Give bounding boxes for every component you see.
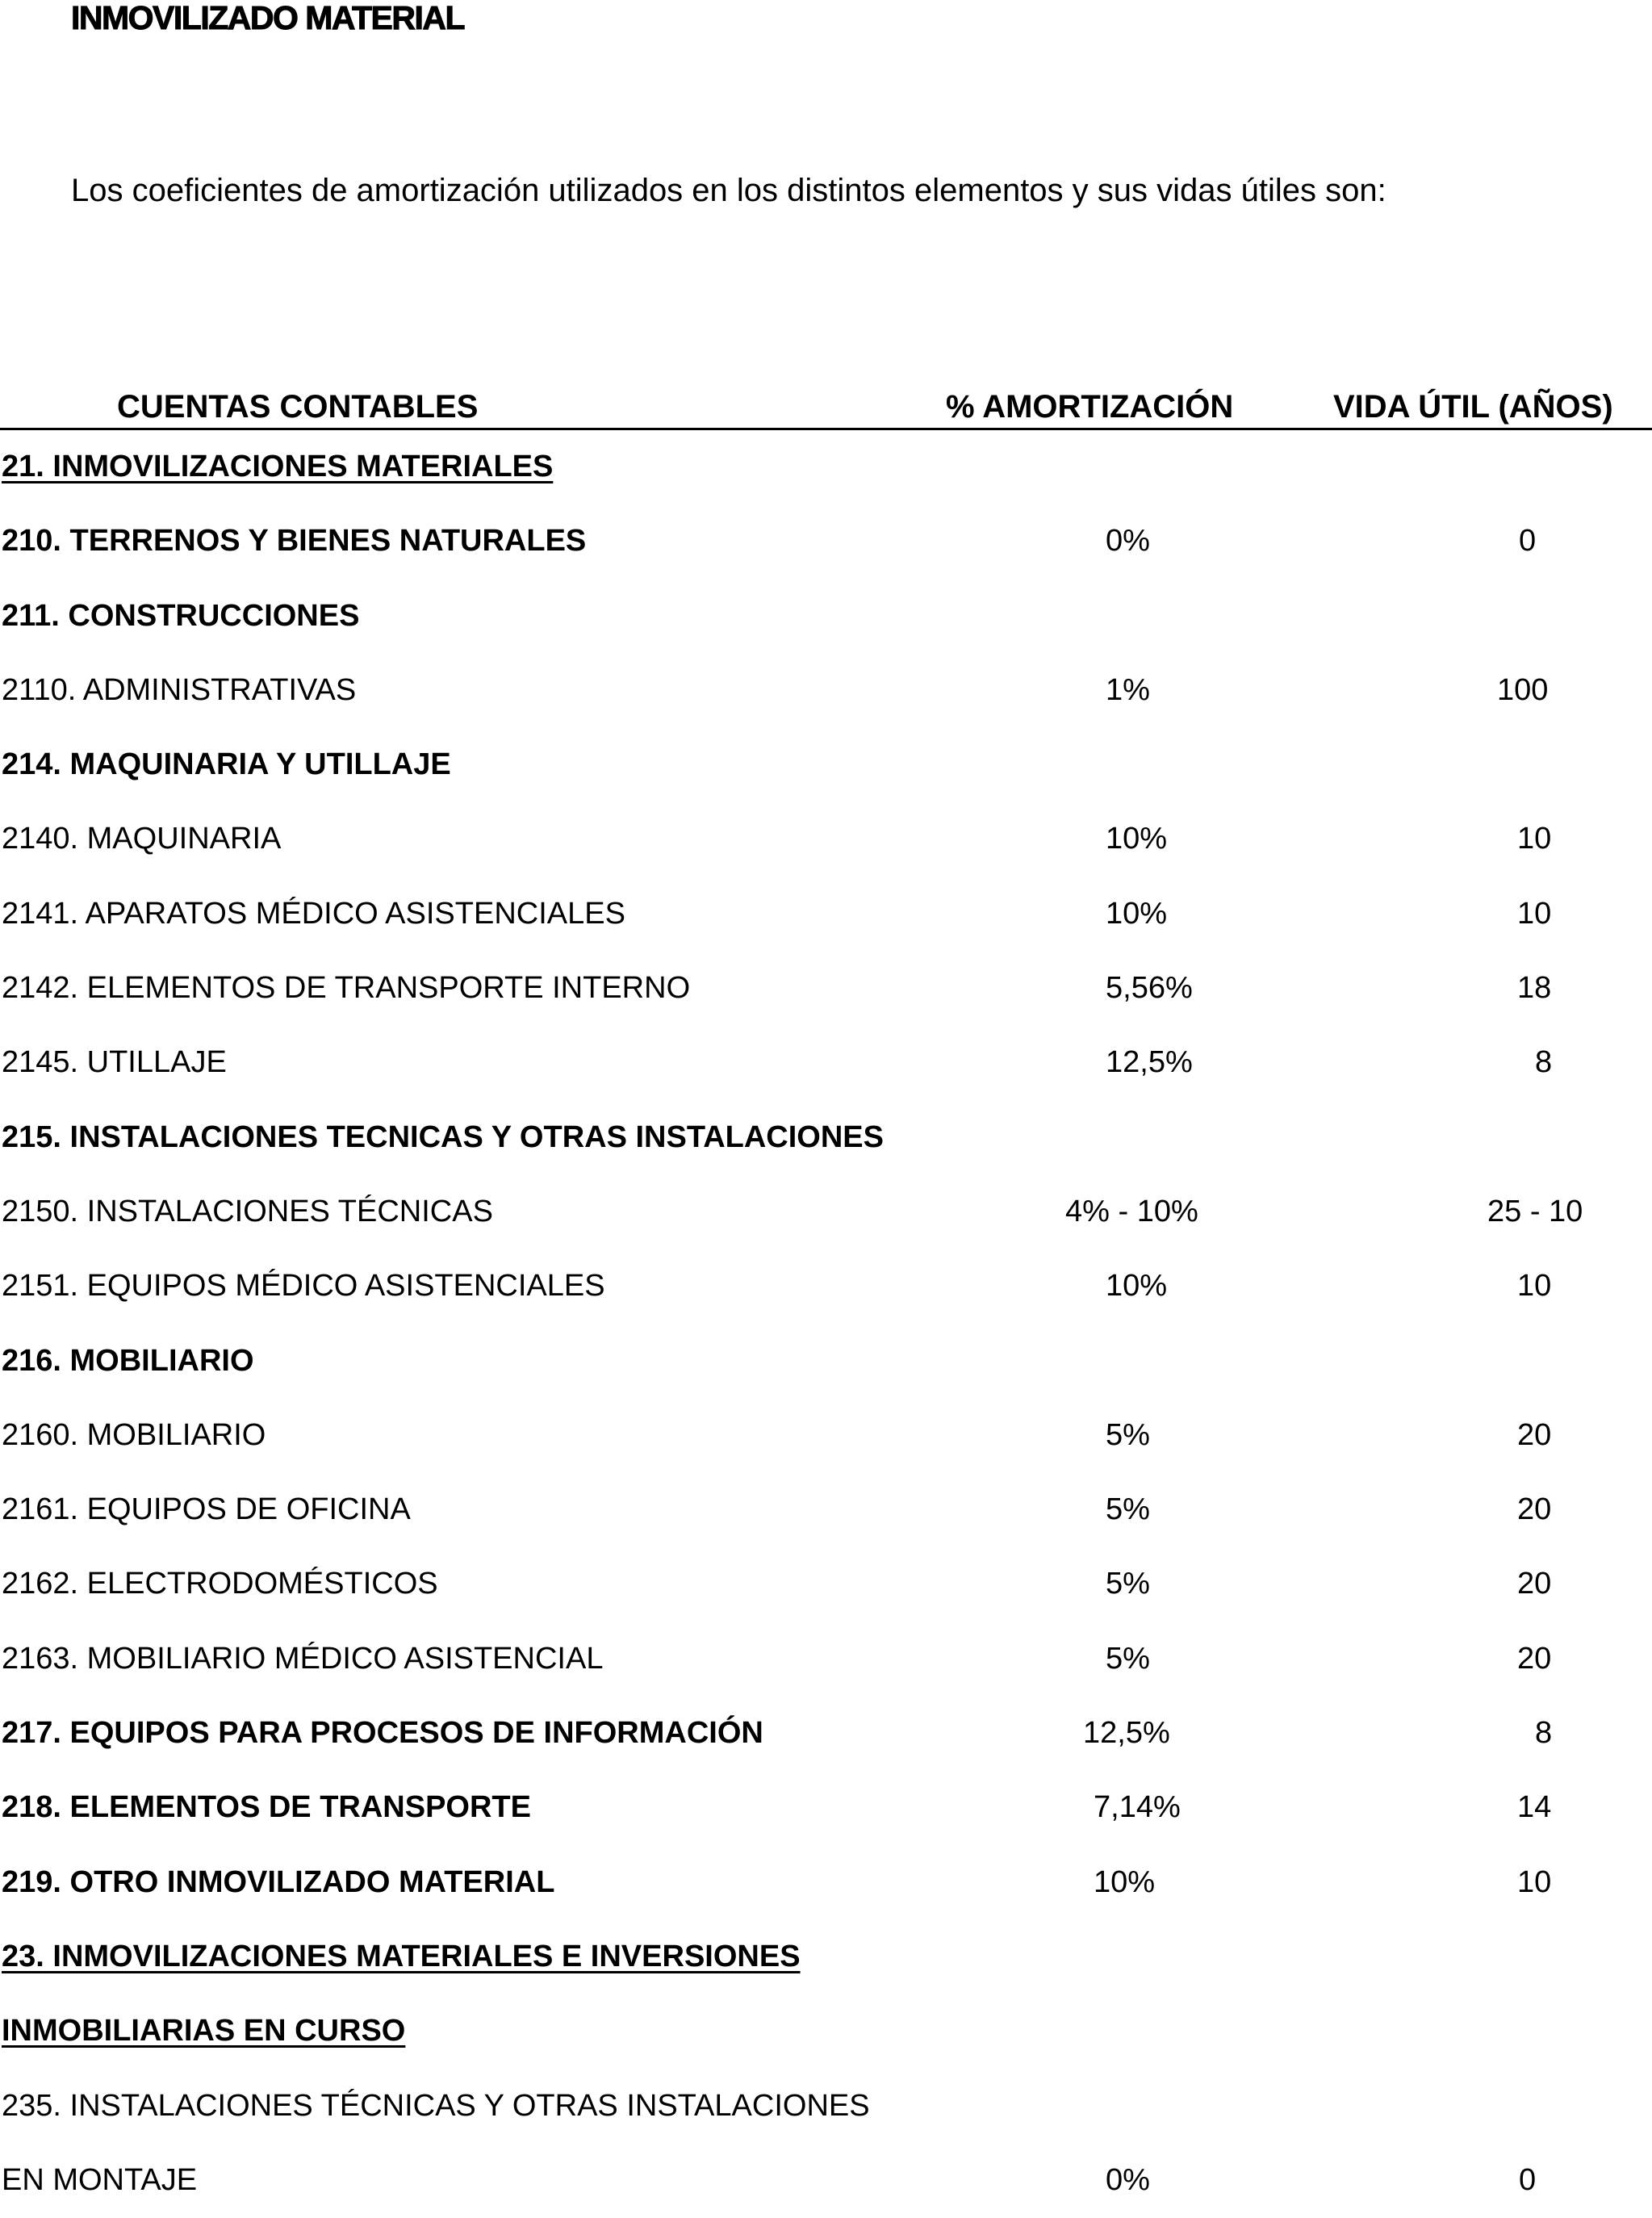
useful-life-value: 10 bbox=[1517, 1864, 1552, 1899]
header-cuentas-contables: CUENTAS CONTABLES bbox=[117, 389, 479, 425]
table-row bbox=[0, 1994, 1652, 2069]
table-row bbox=[0, 1547, 1652, 1622]
account-label: 214. MAQUINARIA Y UTILLAJE bbox=[2, 747, 451, 782]
amortization-value: 5% bbox=[1106, 1641, 1150, 1676]
useful-life-value: 8 bbox=[1535, 1045, 1553, 1080]
table-row bbox=[0, 1325, 1652, 1399]
table-row bbox=[0, 504, 1652, 579]
useful-life-value: 10 bbox=[1517, 896, 1552, 931]
amortization-value: 0% bbox=[1106, 2162, 1150, 2197]
account-label: 23. INMOVILIZACIONES MATERIALES E INVERSIONES bbox=[2, 1939, 801, 1973]
table-row bbox=[0, 430, 1652, 504]
table-row bbox=[0, 728, 1652, 802]
amortization-value: 5% bbox=[1106, 1567, 1150, 1601]
amortization-value: 4% - 10% bbox=[1065, 1194, 1198, 1228]
table-row bbox=[0, 952, 1652, 1026]
amortization-value: 5% bbox=[1106, 1492, 1150, 1527]
account-label: EN MONTAJE bbox=[2, 2162, 198, 2197]
account-label: 235. INSTALACIONES TÉCNICAS Y OTRAS INSTALACIONES bbox=[2, 2088, 870, 2123]
account-label: 2150. INSTALACIONES TÉCNICAS bbox=[2, 1194, 493, 1228]
amortization-value: 1% bbox=[1106, 672, 1150, 707]
useful-life-value: 25 - 10 bbox=[1487, 1194, 1583, 1228]
page-title: INMOVILIZADO MATERIAL bbox=[71, 0, 465, 36]
table-row bbox=[0, 654, 1652, 728]
amortization-value: 12,5% bbox=[1106, 1045, 1193, 1080]
useful-life-value: 10 bbox=[1517, 1269, 1552, 1304]
table-header bbox=[0, 386, 1652, 430]
table-row bbox=[0, 2069, 1652, 2144]
account-label: 210. TERRENOS Y BIENES NATURALES bbox=[2, 524, 587, 559]
useful-life-value: 14 bbox=[1517, 1790, 1552, 1825]
table-row bbox=[0, 1249, 1652, 1324]
table-row bbox=[0, 1101, 1652, 1175]
table-row bbox=[0, 1473, 1652, 1547]
table-row bbox=[0, 1622, 1652, 1697]
table-row bbox=[0, 1697, 1652, 1771]
account-label: 2142. ELEMENTOS DE TRANSPORTE INTERNO bbox=[2, 971, 691, 1006]
account-label: 2162. ELECTRODOMÉSTICOS bbox=[2, 1567, 438, 1601]
useful-life-value: 8 bbox=[1535, 1716, 1553, 1751]
amortization-value: 10% bbox=[1094, 1864, 1156, 1899]
useful-life-value: 10 bbox=[1517, 822, 1552, 856]
account-label: 21. INMOVILIZACIONES MATERIALES bbox=[2, 450, 554, 483]
account-label: 219. OTRO INMOVILIZADO MATERIAL bbox=[2, 1864, 555, 1899]
table-row bbox=[0, 1771, 1652, 1845]
amortization-value: 5% bbox=[1106, 1417, 1150, 1452]
account-label: INMOBILIARIAS EN CURSO bbox=[2, 2014, 406, 2049]
account-label: 2140. MAQUINARIA bbox=[2, 822, 282, 856]
account-label: 215. INSTALACIONES TECNICAS Y OTRAS INSTALACIONES bbox=[2, 1119, 885, 1154]
account-label: 211. CONSTRUCCIONES bbox=[2, 598, 360, 633]
useful-life-value: 20 bbox=[1517, 1492, 1552, 1527]
useful-life-value: 20 bbox=[1517, 1567, 1552, 1601]
table-row bbox=[0, 1920, 1652, 1994]
useful-life-value: 100 bbox=[1497, 672, 1549, 707]
account-label: 216. MOBILIARIO bbox=[2, 1343, 254, 1378]
useful-life-value: 18 bbox=[1517, 971, 1552, 1006]
table-row bbox=[0, 580, 1652, 654]
account-label: 2161. EQUIPOS DE OFICINA bbox=[2, 1492, 411, 1527]
intro-paragraph: Los coeficientes de amortización utilizados en los distintos elementos y sus vidas útiles son: bbox=[71, 173, 1386, 208]
amortization-value: 7,14% bbox=[1094, 1790, 1181, 1825]
header-vida-util: VIDA ÚTIL (AÑOS) bbox=[1333, 389, 1613, 425]
useful-life-value: 0 bbox=[1519, 2162, 1537, 2197]
account-label: 2160. MOBILIARIO bbox=[2, 1417, 266, 1452]
amortization-value: 10% bbox=[1106, 1269, 1168, 1304]
account-label: 2110. ADMINISTRATIVAS bbox=[2, 672, 357, 707]
amortization-value: 12,5% bbox=[1083, 1716, 1170, 1751]
useful-life-value: 0 bbox=[1519, 524, 1537, 559]
amortization-value: 5,56% bbox=[1106, 971, 1193, 1006]
account-label: 2163. MOBILIARIO MÉDICO ASISTENCIAL bbox=[2, 1641, 604, 1676]
header-amortizacion: % AMORTIZACIÓN bbox=[946, 389, 1234, 425]
table-row bbox=[0, 1026, 1652, 1100]
table-row bbox=[0, 1399, 1652, 1473]
account-label: 2141. APARATOS MÉDICO ASISTENCIALES bbox=[2, 896, 625, 931]
useful-life-value: 20 bbox=[1517, 1641, 1552, 1676]
table-row bbox=[0, 1175, 1652, 1249]
amortization-table bbox=[0, 386, 1652, 2218]
account-label: 2151. EQUIPOS MÉDICO ASISTENCIALES bbox=[2, 1269, 605, 1304]
amortization-value: 0% bbox=[1106, 524, 1150, 559]
table-body bbox=[0, 430, 1652, 2218]
table-row bbox=[0, 1846, 1652, 1920]
account-label: 2145. UTILLAJE bbox=[2, 1045, 227, 1080]
table-row bbox=[0, 877, 1652, 952]
useful-life-value: 20 bbox=[1517, 1417, 1552, 1452]
account-label: 218. ELEMENTOS DE TRANSPORTE bbox=[2, 1790, 531, 1825]
table-row bbox=[0, 802, 1652, 877]
amortization-value: 10% bbox=[1106, 822, 1168, 856]
table-row bbox=[0, 2144, 1652, 2218]
account-label: 217. EQUIPOS PARA PROCESOS DE INFORMACIÓN bbox=[2, 1716, 763, 1751]
amortization-value: 10% bbox=[1106, 896, 1168, 931]
